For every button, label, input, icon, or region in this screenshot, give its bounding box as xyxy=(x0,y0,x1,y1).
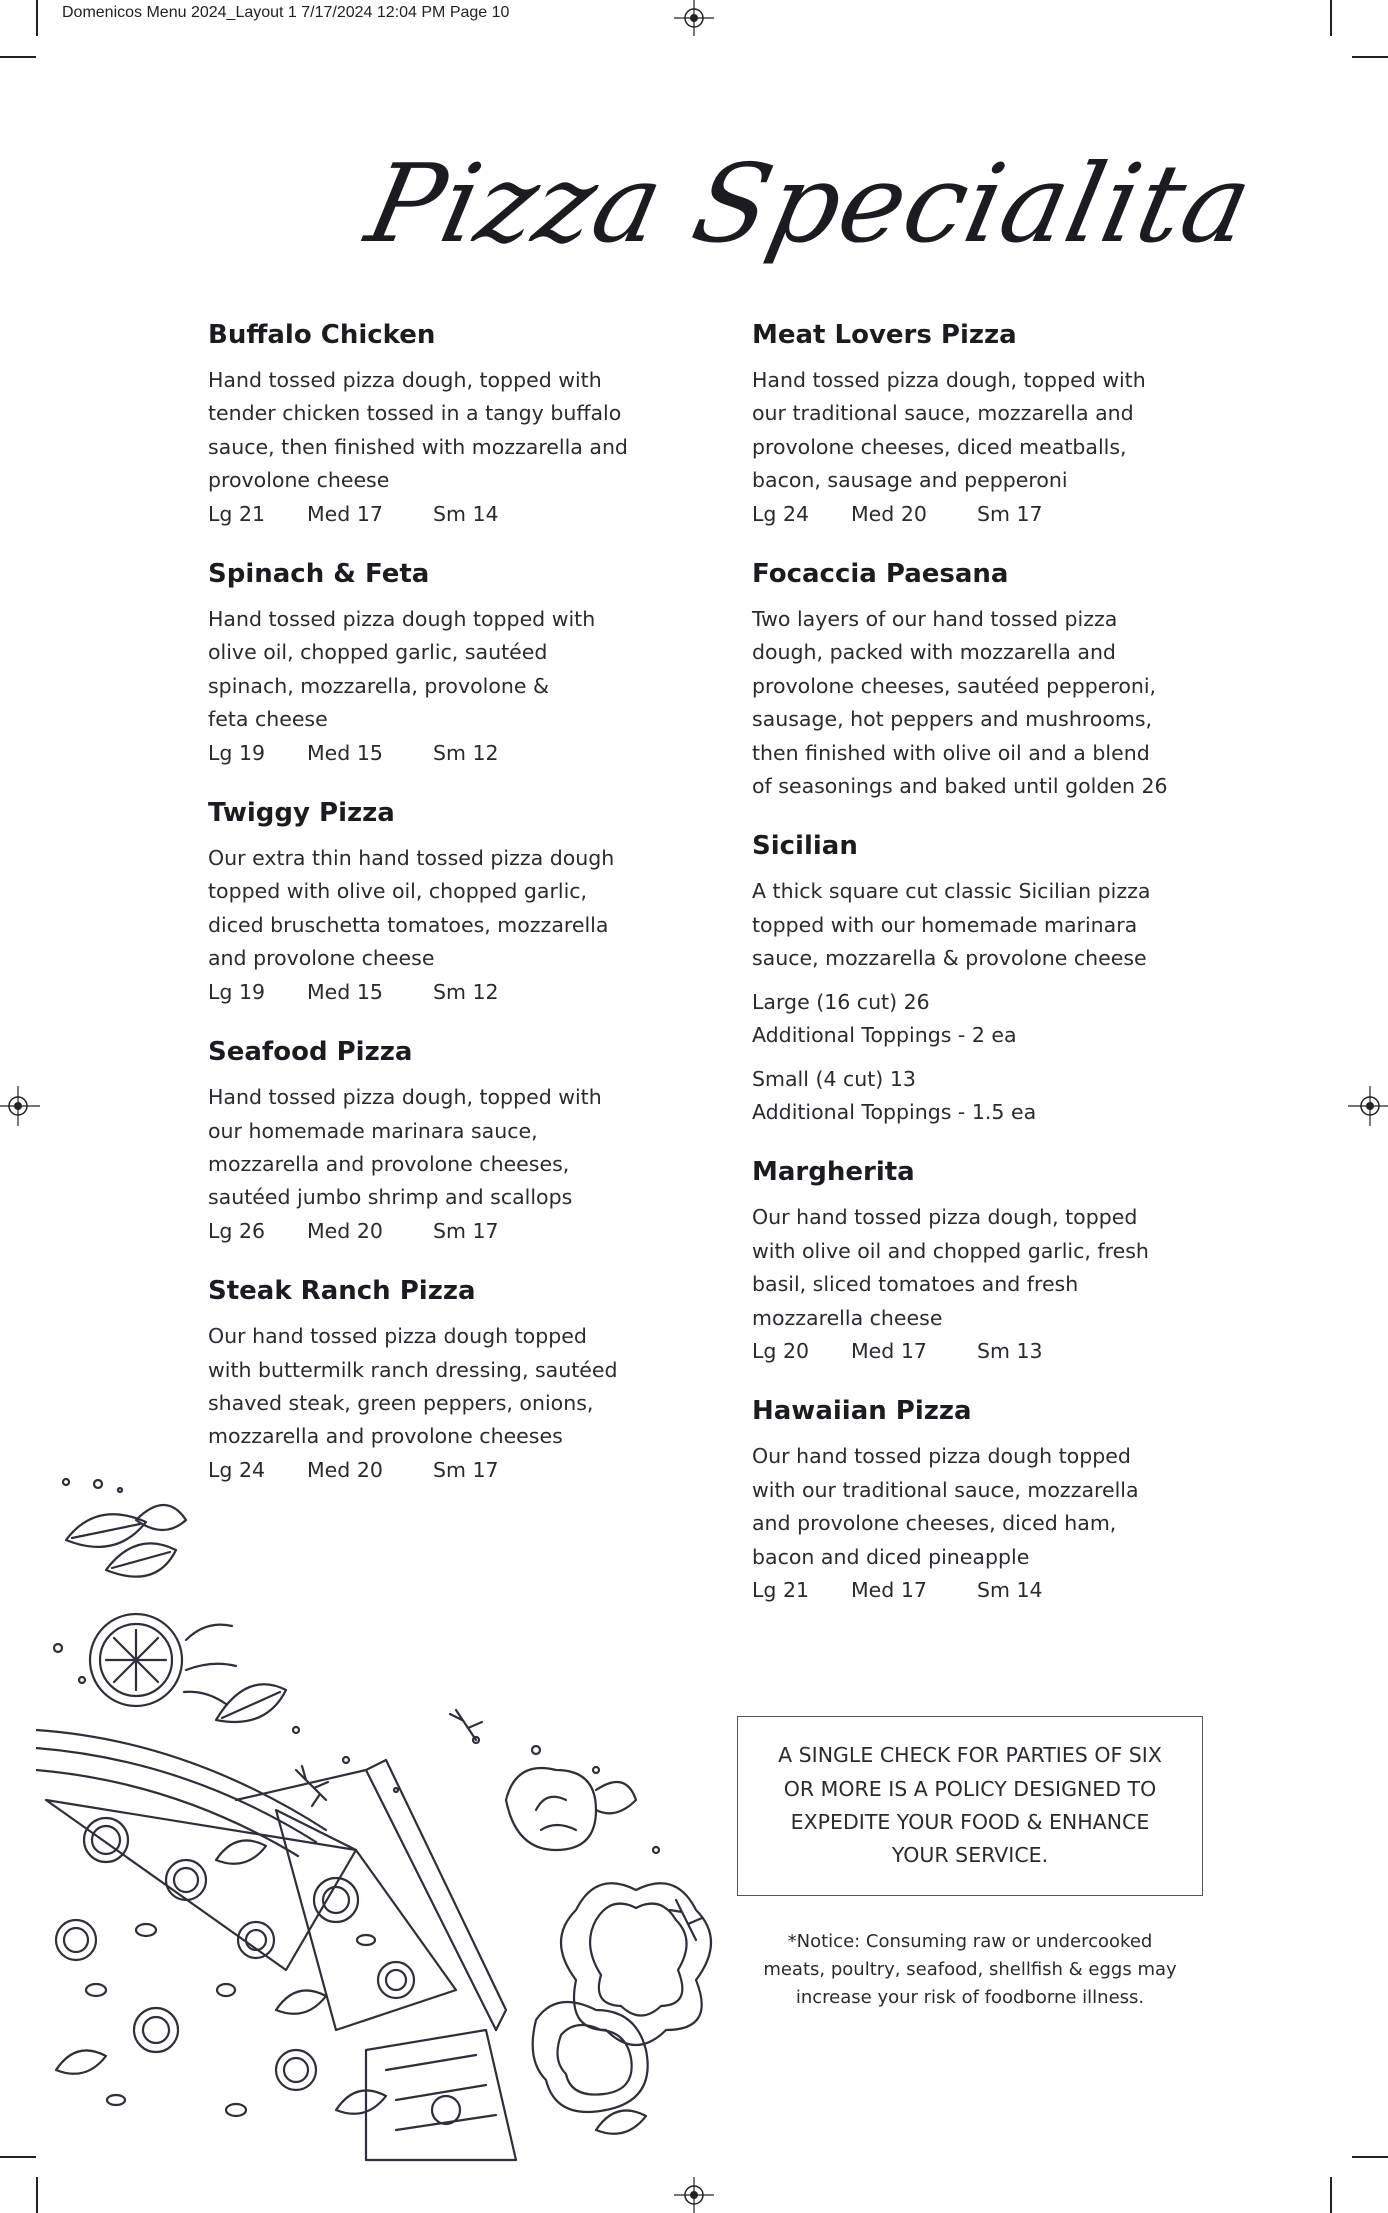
crop-mark xyxy=(1352,56,1388,58)
price-large: Lg 24 xyxy=(208,1457,266,1482)
sicilian-large xyxy=(752,986,1222,1053)
item-prices xyxy=(752,498,1222,531)
item-name: Seafood Pizza xyxy=(208,1037,413,1068)
item-name: Buffalo Chicken xyxy=(208,320,436,350)
notice-line: meats, poultry, seafood, shellfish & eggs may xyxy=(763,1959,1177,1980)
item-prices xyxy=(752,1335,1222,1368)
crop-mark xyxy=(1330,2177,1332,2213)
menu-item xyxy=(208,318,648,531)
desc-line: our homemade marinara sauce, xyxy=(208,1118,538,1143)
price-small: Sm 14 xyxy=(433,501,499,526)
item-name: Margherita xyxy=(752,1157,915,1188)
crop-mark xyxy=(0,2156,36,2158)
item-prices xyxy=(208,1215,648,1248)
print-slug: Domenicos Menu 2024_Layout 1 7/17/2024 12:04 PM Page 10 xyxy=(62,4,510,21)
price-medium: Med 20 xyxy=(307,1457,383,1482)
menu-item xyxy=(752,1394,1222,1607)
menu-item xyxy=(208,1274,648,1487)
desc-line: our traditional sauce, mozzarella and xyxy=(752,401,1134,426)
desc-line: topped with our homemade marinara xyxy=(752,912,1138,937)
item-description xyxy=(208,364,648,498)
price-small: Sm 17 xyxy=(977,501,1043,526)
left-menu-column xyxy=(208,318,648,1513)
price-medium: Med 20 xyxy=(851,501,927,526)
desc-line: provolone cheese xyxy=(208,468,390,493)
item-description xyxy=(752,364,1222,498)
notice-line: *Notice: Consuming raw or undercooked xyxy=(787,1931,1153,1952)
desc-line: Hand tossed pizza dough, topped with xyxy=(208,368,602,392)
item-name: Hawaiian Pizza xyxy=(752,1396,972,1427)
item-description xyxy=(208,842,648,976)
desc-line: Our extra thin hand tossed pizza dough xyxy=(208,846,615,871)
desc-line: with our traditional sauce, mozzarella xyxy=(752,1477,1139,1502)
desc-line: Two layers of our hand tossed pizza xyxy=(752,607,1118,632)
desc-line: mozzarella cheese xyxy=(752,1305,943,1330)
menu-item xyxy=(752,557,1222,803)
desc-line: then finished with olive oil and a blend xyxy=(752,740,1150,765)
crop-mark xyxy=(0,56,36,58)
desc-line: topped with olive oil, chopped garlic, xyxy=(208,879,588,904)
registration-mark-icon xyxy=(674,2173,714,2213)
item-description xyxy=(752,603,1222,803)
item-prices xyxy=(208,976,648,1009)
toppings-price: Additional Toppings - 2 ea xyxy=(752,1023,1017,1048)
item-prices xyxy=(208,737,648,770)
price-small: Sm 14 xyxy=(977,1577,1043,1602)
price-medium: Med 17 xyxy=(851,1577,927,1602)
policy-text xyxy=(760,1739,1180,1873)
food-safety-notice xyxy=(750,1928,1190,2012)
sicilian-small xyxy=(752,1063,1222,1130)
item-description xyxy=(208,1320,648,1454)
desc-line: Hand tossed pizza dough topped with xyxy=(208,607,596,632)
desc-line: with olive oil and chopped garlic, fresh xyxy=(752,1238,1149,1263)
desc-line: sauce, then finished with mozzarella and xyxy=(208,434,628,459)
price-medium: Med 17 xyxy=(851,1338,927,1363)
item-name: Focaccia Paesana xyxy=(752,559,1009,590)
desc-line: of seasonings and baked until golden 26 xyxy=(752,774,1168,799)
desc-line: mozzarella and provolone cheeses xyxy=(208,1424,563,1449)
desc-line: shaved steak, green peppers, onions, xyxy=(208,1390,594,1415)
size-price: Large (16 cut) 26 xyxy=(752,989,930,1014)
menu-item xyxy=(208,1035,648,1248)
price-small: Sm 17 xyxy=(433,1218,499,1243)
desc-line: provolone cheeses, diced meatballs, xyxy=(752,434,1127,459)
desc-line: dough, packed with mozzarella and xyxy=(752,640,1116,665)
item-name: Steak Ranch Pizza xyxy=(208,1276,476,1307)
item-description xyxy=(752,1440,1222,1574)
price-medium: Med 17 xyxy=(307,501,383,526)
desc-line: feta cheese xyxy=(208,707,328,732)
crop-mark xyxy=(36,2177,38,2213)
price-large: Lg 26 xyxy=(208,1218,266,1243)
desc-line: diced bruschetta tomatoes, mozzarella xyxy=(208,912,609,937)
desc-line: and provolone cheeses, diced ham, xyxy=(752,1511,1117,1536)
item-name: Twiggy Pizza xyxy=(208,798,395,829)
desc-line: sauce, mozzarella & provolone cheese xyxy=(752,946,1147,971)
menu-item xyxy=(752,1155,1222,1368)
desc-line: provolone cheeses, sautéed pepperoni, xyxy=(752,673,1157,698)
price-large: Lg 19 xyxy=(208,979,266,1004)
price-small: Sm 13 xyxy=(977,1338,1043,1363)
policy-box xyxy=(737,1716,1203,1896)
crop-mark xyxy=(36,0,38,36)
policy-line: YOUR SERVICE. xyxy=(891,1843,1049,1868)
price-large: Lg 21 xyxy=(208,501,266,526)
desc-line: sausage, hot peppers and mushrooms, xyxy=(752,707,1153,732)
item-description xyxy=(752,1201,1222,1335)
desc-line: Our hand tossed pizza dough topped xyxy=(752,1444,1131,1469)
policy-line: A SINGLE CHECK FOR PARTIES OF SIX xyxy=(778,1743,1162,1768)
price-small: Sm 17 xyxy=(433,1457,499,1482)
item-description xyxy=(208,603,648,737)
desc-line: sautéed jumbo shrimp and scallops xyxy=(208,1185,573,1210)
desc-line: bacon, sausage and pepperoni xyxy=(752,468,1068,493)
desc-line: tender chicken tossed in a tangy buffalo xyxy=(208,401,622,426)
price-small: Sm 12 xyxy=(433,979,499,1004)
registration-mark-icon xyxy=(0,1086,40,1126)
price-medium: Med 20 xyxy=(307,1218,383,1243)
price-large: Lg 24 xyxy=(752,501,810,526)
desc-line: A thick square cut classic Sicilian pizza xyxy=(752,879,1151,904)
registration-mark-icon xyxy=(674,0,714,40)
desc-line: bacon and diced pineapple xyxy=(752,1544,1030,1569)
size-price: Small (4 cut) 13 xyxy=(752,1066,916,1091)
price-large: Lg 21 xyxy=(752,1577,810,1602)
item-description xyxy=(208,1081,648,1215)
policy-line: OR MORE IS A POLICY DESIGNED TO xyxy=(783,1776,1157,1801)
desc-line: Hand tossed pizza dough, topped with xyxy=(752,368,1146,392)
page-title: Pizza Specialita xyxy=(356,142,1263,267)
crop-mark xyxy=(1330,0,1332,36)
price-large: Lg 20 xyxy=(752,1338,810,1363)
registration-mark-icon xyxy=(1348,1086,1388,1126)
notice-line: increase your risk of foodborne illness. xyxy=(795,1987,1145,2008)
desc-line: Hand tossed pizza dough, topped with xyxy=(208,1085,602,1110)
right-menu-column xyxy=(752,318,1222,1633)
desc-line: basil, sliced tomatoes and fresh xyxy=(752,1272,1079,1297)
desc-line: Our hand tossed pizza dough, topped xyxy=(752,1205,1138,1230)
desc-line: spinach, mozzarella, provolone & xyxy=(208,673,549,698)
price-medium: Med 15 xyxy=(307,740,383,765)
desc-line: olive oil, chopped garlic, sautéed xyxy=(208,640,548,665)
item-prices xyxy=(208,498,648,531)
desc-line: with buttermilk ranch dressing, sautéed xyxy=(208,1357,618,1382)
desc-line: Our hand tossed pizza dough topped xyxy=(208,1324,587,1349)
menu-item xyxy=(208,557,648,770)
item-name: Sicilian xyxy=(752,831,858,862)
desc-line: and provolone cheese xyxy=(208,946,435,971)
policy-line: EXPEDITE YOUR FOOD & ENHANCE xyxy=(790,1810,1150,1834)
price-medium: Med 15 xyxy=(307,979,383,1004)
item-name: Spinach & Feta xyxy=(208,559,430,590)
menu-item xyxy=(752,829,1222,1129)
menu-item xyxy=(752,318,1222,531)
pizza-illustration-icon xyxy=(36,1470,776,2170)
item-prices xyxy=(752,1574,1222,1607)
desc-line: mozzarella and provolone cheeses, xyxy=(208,1151,570,1176)
item-description xyxy=(752,875,1222,975)
crop-mark xyxy=(1352,2156,1388,2158)
menu-item xyxy=(208,796,648,1009)
item-name: Meat Lovers Pizza xyxy=(752,320,1017,350)
price-small: Sm 12 xyxy=(433,740,499,765)
toppings-price: Additional Toppings - 1.5 ea xyxy=(752,1099,1037,1124)
price-large: Lg 19 xyxy=(208,740,266,765)
